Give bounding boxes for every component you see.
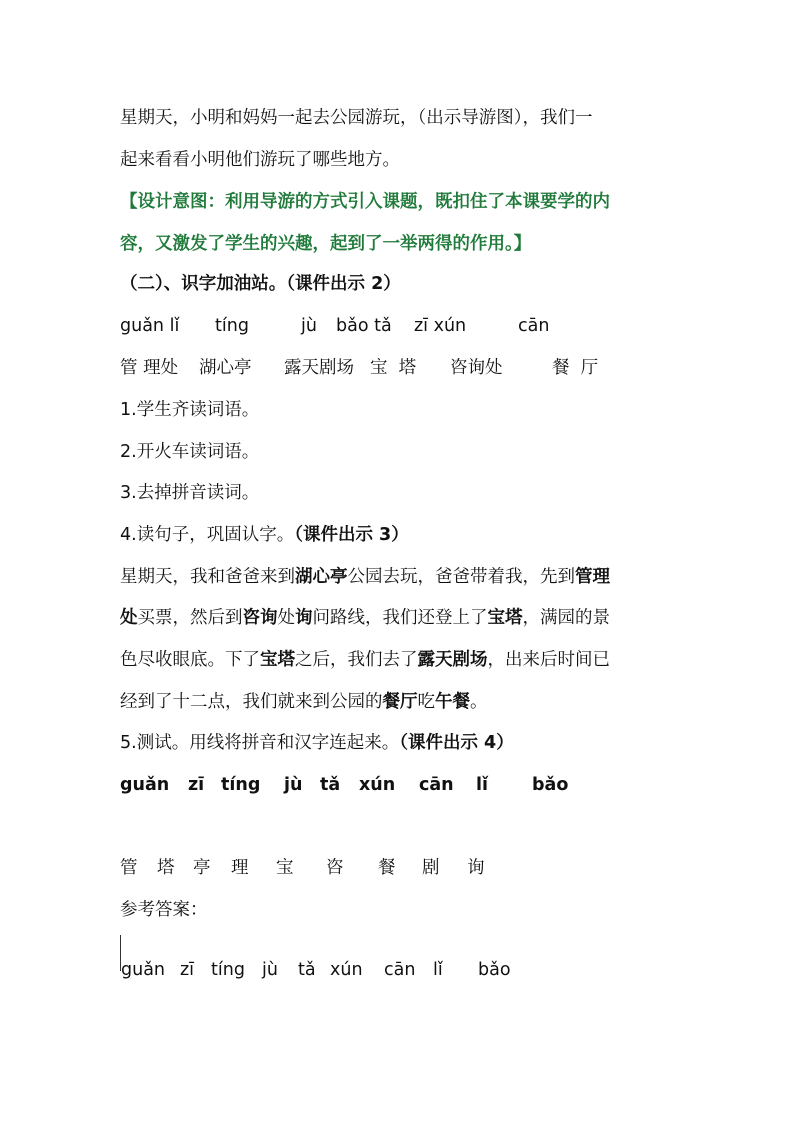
test-pinyin-item: jù — [284, 775, 303, 795]
answer-pinyin-item: jù — [262, 960, 278, 980]
test-pinyin-item: cān — [419, 775, 454, 795]
passage-line-1 — [120, 565, 610, 589]
section-heading: （二）、识字加油站。（课件出示 2） — [120, 274, 401, 294]
test-pinyin-item: tíng — [221, 775, 261, 795]
passage-line-4 — [120, 690, 488, 714]
test-char-item: 理 — [231, 858, 249, 878]
passage-keyword: 露天剧场 — [417, 650, 488, 670]
design-intent-line-1: 【设计意图：利用导游的方式引入课题，既扣住了本课要学的内 — [120, 192, 610, 212]
pinyin-ting: tíng — [215, 316, 249, 336]
pinyin-zixun: zī xún — [414, 316, 467, 336]
test-pinyin-item: lǐ — [476, 775, 488, 795]
passage-text: 色尽收眼底。下了 — [120, 650, 260, 670]
passage-text: ，满园的景 — [522, 608, 610, 628]
passage-text: 。 — [470, 692, 488, 712]
step-4-text: 4.读句子，巩固认字。 — [120, 525, 295, 545]
answer-pinyin-item: cān — [384, 960, 416, 980]
design-intent-line-2: 容，又激发了学生的兴趣，起到了一举两得的作用。】 — [120, 234, 532, 254]
passage-keyword: 询 — [295, 608, 313, 628]
passage-text: 处 — [277, 608, 295, 628]
test-char-item: 亭 — [193, 858, 211, 878]
passage-keyword: 处 — [120, 608, 138, 628]
pinyin-guanli: guǎn lǐ — [120, 316, 180, 336]
passage-text: 问路线，我们还登上了 — [312, 608, 488, 628]
passage-keyword: 湖心亭 — [295, 567, 348, 587]
test-char-item: 管 — [120, 858, 138, 878]
test-char-item: 询 — [467, 858, 485, 878]
test-pinyin-item: tǎ — [320, 775, 341, 795]
passage-keyword: 餐厅 — [382, 692, 418, 712]
intro-line-2: 起来看看小明他们游玩了哪些地方。 — [120, 150, 400, 170]
test-char-item: 剧 — [422, 858, 440, 878]
passage-text: ，出来后时间已 — [487, 650, 610, 670]
test-pinyin-item: xún — [359, 775, 396, 795]
step-2: 2.开火车读词语。 — [120, 442, 260, 462]
intro-line-1: 星期天，小明和妈妈一起去公园游玩，（出示导游图），我们一 — [120, 108, 593, 128]
answer-pinyin-item: xún — [330, 960, 363, 980]
answer-pinyin-item: guǎn — [121, 960, 166, 980]
test-pinyin-item: zī — [188, 775, 205, 795]
passage-line-3 — [120, 648, 610, 672]
test-char-item: 餐 — [378, 858, 396, 878]
answer-pinyin-item: zī — [180, 960, 195, 980]
pinyin-baota: bǎo tǎ — [336, 316, 392, 336]
test-pinyin-item: guǎn — [120, 775, 170, 795]
passage-keyword: 管理 — [575, 567, 610, 587]
test-char-item: 宝 — [276, 858, 294, 878]
answer-label: 参考答案： — [120, 900, 208, 920]
test-pinyin-item: bǎo — [532, 775, 569, 795]
passage-text: 买票，然后到 — [137, 608, 243, 628]
passage-keyword: 午餐 — [435, 692, 470, 712]
word-baota: 宝 塔 — [370, 358, 417, 378]
passage-text: 星期天，我和爸爸来到 — [120, 567, 295, 587]
step-4-tag: （课件出示 3） — [294, 525, 409, 545]
word-canting: 餐 厅 — [552, 358, 599, 378]
passage-text: 经到了十二点，我们就来到公园的 — [120, 692, 383, 712]
word-lutianjuchang: 露天剧场 — [284, 358, 354, 378]
pinyin-can: cān — [518, 316, 550, 336]
test-char-item: 咨 — [326, 858, 344, 878]
answer-pinyin-item: lǐ — [433, 960, 443, 980]
passage-keyword: 宝塔 — [487, 608, 523, 628]
passage-keyword: 咨询 — [242, 608, 278, 628]
test-char-item: 塔 — [157, 858, 175, 878]
test-tag: （课件出示 4） — [399, 733, 514, 753]
test-text: 5.测试。用线将拼音和汉字连起来。 — [120, 733, 400, 753]
step-1: 1.学生齐读词语。 — [120, 400, 260, 420]
passage-keyword: 宝塔 — [260, 650, 295, 670]
test-line — [120, 731, 514, 755]
passage-text: 之后，我们去了 — [295, 650, 418, 670]
passage-text: 公园去玩，爸爸带着我，先到 — [347, 567, 575, 587]
word-huxinting: 湖心亭 — [199, 358, 252, 378]
pinyin-ju: jù — [301, 316, 317, 336]
step-3: 3.去掉拼音读词。 — [120, 483, 260, 503]
passage-line-2 — [120, 606, 610, 630]
answer-pinyin-item: tǎ — [298, 960, 316, 980]
step-4 — [120, 523, 409, 547]
answer-pinyin-item: tíng — [211, 960, 245, 980]
answer-pinyin-item: bǎo — [478, 960, 511, 980]
passage-text: 吃 — [417, 692, 435, 712]
word-guanlichu: 管 理处 — [120, 358, 179, 378]
word-zixunchu: 咨询处 — [450, 358, 503, 378]
